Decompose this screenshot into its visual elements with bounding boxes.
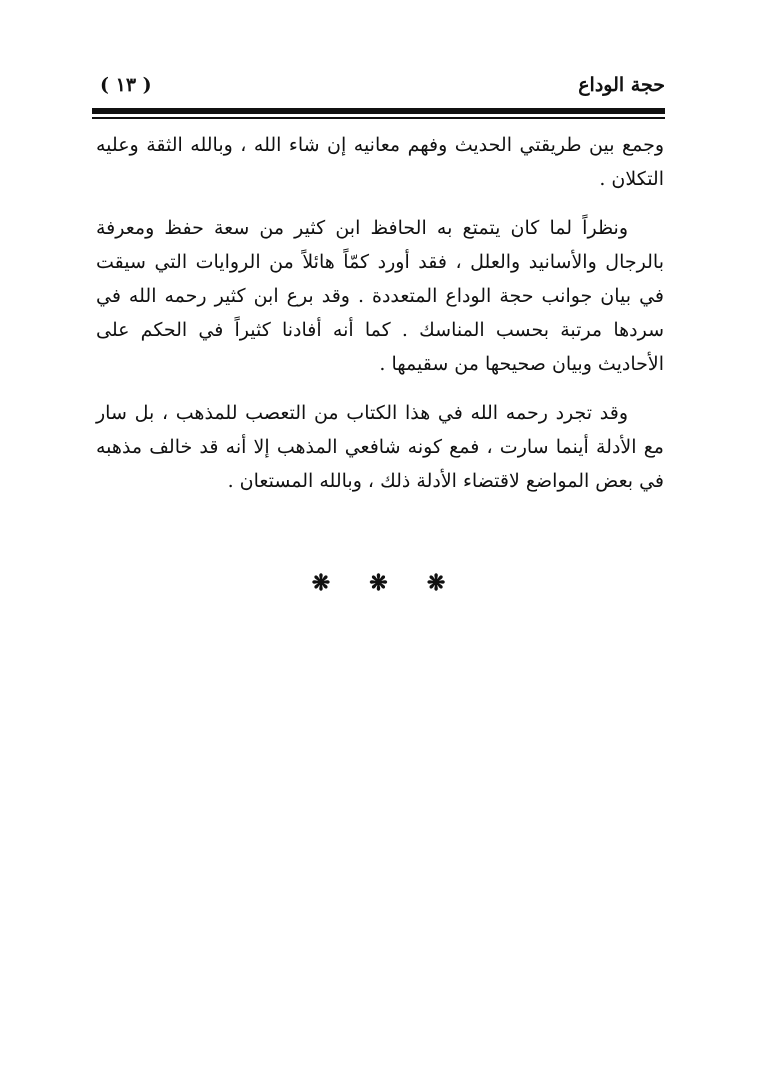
section-separator <box>0 570 757 596</box>
running-header <box>92 72 665 106</box>
asterism-icon: ❋ <box>426 570 446 596</box>
paragraph-madhhab: وقد تجرد رحمه الله في هذا الكتاب من التعصب للمذهب ، بل سار مع الأدلة أينما سارت ، فمع كونه شافعي المذهب إلا أنه قد خالف مذهبه في بعض المواضع لاقتضاء الأدلة ذلك ، وبالله المستعان . <box>96 402 664 492</box>
asterism-icon: ❋ <box>369 570 388 596</box>
body-text <box>96 128 664 498</box>
paragraph-ibn-kathir-memory: ونظراً لما كان يتمتع به الحافظ ابن كثير من سعة حفظ ومعرفة بالرجال والأسانيد والعلل ، فقد أورد كمّاً هائلاً من الروايات التي سيقت في بيان جوانب حجة الوداع المتعددة . وقد برع ابن كثير رحمه الله في سردها مرتبة بحسب المناسك . كما أنه أفادنا كثيراً في الحكم على الأحاديث وبيان صحيحها من سقيمها . <box>96 217 664 375</box>
header-rule-thin <box>92 117 665 119</box>
page-number: ( ١٣ ) <box>100 74 152 96</box>
header-title: حجة الوداع <box>578 74 665 96</box>
header-rule-thick <box>92 108 665 114</box>
asterism-icon: ❋ <box>311 570 331 596</box>
paragraph-continuation: وجمع بين طريقتي الحديث وفهم معانيه إن شاء الله ، وبالله الثقة وعليه التكلان . <box>96 134 664 190</box>
